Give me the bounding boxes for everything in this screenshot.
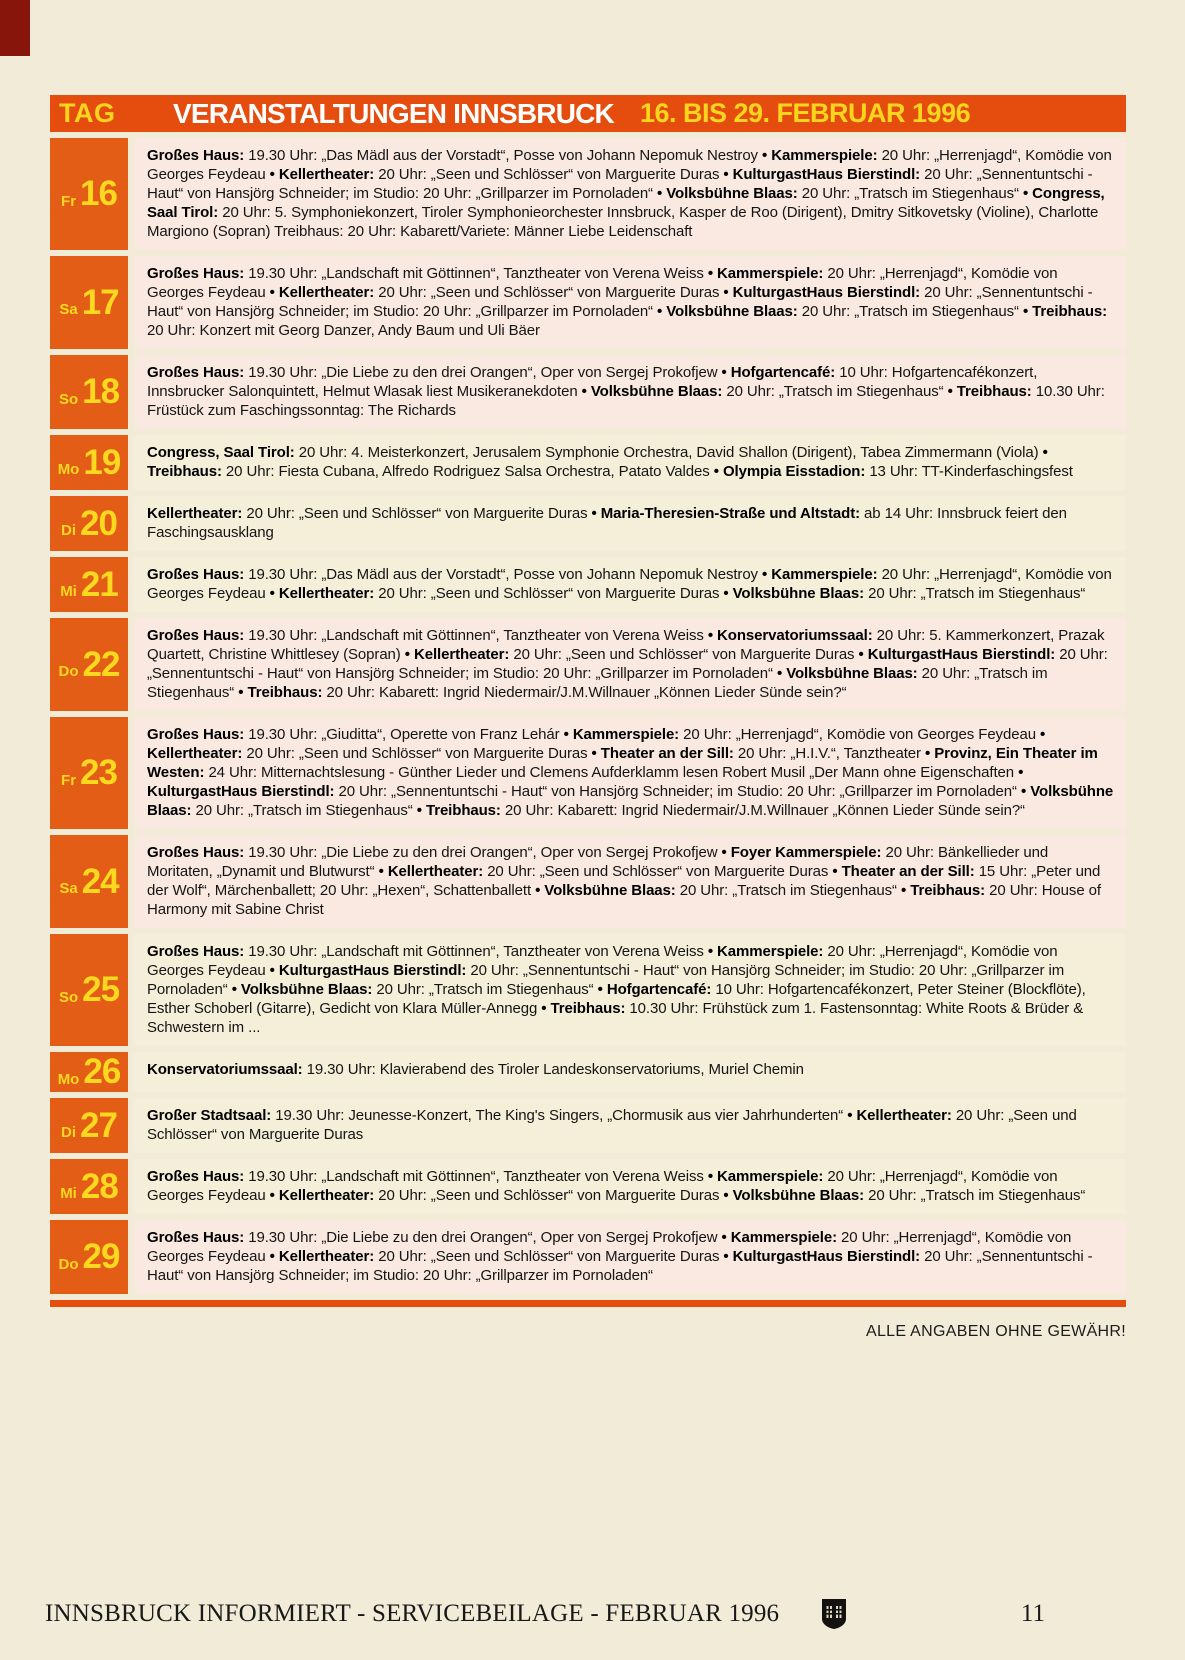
day-abbr: So <box>58 390 79 408</box>
header-date-range: 16. BIS 29. FEBRUAR 1996 <box>639 98 971 128</box>
day-number: 20 <box>80 503 117 543</box>
day-number: 27 <box>80 1105 117 1145</box>
row-events: Großes Haus: 19.30 Uhr: „Landschaft mit Göttinnen“, Tanztheater von Verena Weiss • Kammerspiele: 20 Uhr: „Herrenjagd“, Komödie von Georges Feydeau • KulturgastHaus Bierstindl: 20 Uhr: „Sennentuntschi - Haut“ von Hansjörg Schneider; im Studio: 20 Uhr: „Grillparzer im Pornoladen“ • Volksbühne Blaas: 20 Uhr: „Tratsch im Stiegenhaus“ • Hofgartencafé: 10 Uhr: Hofgartencafékonzert, Peter Steiner (Blockflöte), Esther Schoberl (Gitarre), Gedicht von Klara Müller-Annegg • Treibhaus: 10.30 Uhr: Frühstück zum 1. Fastensonntag: White Roots & Brüder & Schwestern im ... <box>134 934 1126 1046</box>
table-header <box>50 95 1126 132</box>
day-abbr: Mi <box>60 1185 77 1202</box>
day-number: 19 <box>83 442 121 482</box>
day-number: 22 <box>82 644 120 684</box>
row-events: Großes Haus: 19.30 Uhr: „Landschaft mit Göttinnen“, Tanztheater von Verena Weiss • Kammerspiele: 20 Uhr: „Herrenjagd“, Komödie von Georges Feydeau • Kellertheater: 20 Uhr: „Seen und Schlösser“ von Marguerite Duras • KulturgastHaus Bierstindl: 20 Uhr: „Sennentuntschi - Haut“ von Hansjörg Schneider; im Studio: 20 Uhr: „Grillparzer im Pornoladen“ • Volksbühne Blaas: 20 Uhr: „Tratsch im Stiegenhaus“ • Treibhaus: 20 Uhr: Konzert mit Georg Danzer, Andy Baum und Uli Bäer <box>134 256 1126 349</box>
schedule-row <box>50 256 1126 349</box>
day-abbr: Di <box>61 522 77 539</box>
schedule-row <box>50 835 1126 928</box>
day-abbr: Fr <box>61 771 77 789</box>
row-events: Großes Haus: 19.30 Uhr: „Die Liebe zu den drei Orangen“, Oper von Sergej Prokofjew • Kammerspiele: 20 Uhr: „Herrenjagd“, Komödie von Georges Feydeau • Kellertheater: 20 Uhr: „Seen und Schlösser“ von Marguerite Duras • KulturgastHaus Bierstindl: 20 Uhr: „Sennentuntschi - Haut“ von Hansjörg Schneider; im Studio: 20 Uhr: „Grillparzer im Pornoladen“ <box>134 1220 1126 1294</box>
day-number: 29 <box>82 1237 120 1276</box>
schedule-row <box>50 1159 1126 1214</box>
footer-text: INNSBRUCK INFORMIERT - SERVICEBEILAGE - FEBRUAR 1996 <box>45 1600 780 1627</box>
row-events: Großes Haus: 19.30 Uhr: „Die Liebe zu den drei Orangen“, Oper von Sergej Prokofjew • Foyer Kammerspiele: 20 Uhr: Bänkellieder und Moritaten, „Dynamit und Blutwurst“ • Kellertheater: 20 Uhr: „Seen und Schlösser“ von Marguerite Duras • Theater an der Sill: 15 Uhr: „Peter und der Wolf“, Märchenballett; 20 Uhr: „Hexen“, Schattenballett • Volksbühne Blaas: 20 Uhr: „Tratsch im Stiegenhaus“ • Treibhaus: 20 Uhr: House of Harmony mit Sabine Christ <box>134 835 1126 928</box>
schedule-row <box>50 934 1126 1046</box>
row-events: Großes Haus: 19.30 Uhr: „Giuditta“, Operette von Franz Lehár • Kammerspiele: 20 Uhr: „Herrenjagd“, Komödie von Georges Feydeau • Kellertheater: 20 Uhr: „Seen und Schlösser“ von Marguerite Duras • Theater an der Sill: 20 Uhr: „H.I.V.“, Tanztheater • Provinz, Ein Theater im Westen: 24 Uhr: Mitternachtslesung - Günther Lieder und Clemens Aufderklamm lesen Robert Musil „Der Mann ohne Eigenschaften • KulturgastHaus Bierstindl: 20 Uhr: „Sennentuntschi - Haut“ von Hansjörg Schneider; im Studio: 20 Uhr: „Grillparzer im Pornoladen“ • Volksbühne Blaas: 20 Uhr: „Tratsch im Stiegenhaus“ • Treibhaus: 20 Uhr: Kabarett: Ingrid Niedermair/J.M.Willnauer „Können Lieder Sünde sein?“ <box>134 717 1126 829</box>
day-cell <box>50 1052 128 1092</box>
row-events: Großes Haus: 19.30 Uhr: „Landschaft mit Göttinnen“, Tanztheater von Verena Weiss • Kammerspiele: 20 Uhr: „Herrenjagd“, Komödie von Georges Feydeau • Kellertheater: 20 Uhr: „Seen und Schlösser“ von Marguerite Duras • Volksbühne Blaas: 20 Uhr: „Tratsch im Stiegenhaus“ <box>134 1159 1126 1214</box>
day-number: 24 <box>81 861 119 901</box>
row-events: Congress, Saal Tirol: 20 Uhr: 4. Meisterkonzert, Jerusalem Symphonie Orchestra, David Shallon (Dirigent), Tabea Zimmermann (Viola) • Treibhaus: 20 Uhr: Fiesta Cubana, Alfredo Rodriguez Salsa Orchestra, Patato Valdes • Olympia Eisstadion: 13 Uhr: TT-Kinderfaschingsfest <box>134 435 1126 490</box>
day-cell <box>50 1098 128 1153</box>
page-title: VERANSTALTUNGEN INNSBRUCK <box>173 97 614 129</box>
day-abbr: So <box>58 988 79 1006</box>
schedule-row <box>50 1098 1126 1153</box>
schedule-rows <box>50 138 1126 1294</box>
day-cell <box>50 256 128 349</box>
row-events: Großes Haus: 19.30 Uhr: „Die Liebe zu den drei Orangen“, Oper von Sergej Prokofjew • Hofgartencafé: 10 Uhr: Hofgartencafékonzert, Innsbrucker Salonquintett, Helmut Wlasak liest Musikeranekdoten • Volksbühne Blaas: 20 Uhr: „Tratsch im Stiegenhaus“ • Treibhaus: 10.30 Uhr: Früstück zum Faschingssonntag: The Richards <box>134 355 1126 429</box>
schedule-row <box>50 717 1126 829</box>
schedule-row <box>50 557 1126 612</box>
day-number: 17 <box>81 282 119 322</box>
day-number: 23 <box>80 753 117 792</box>
row-events: Großes Haus: 19.30 Uhr: „Das Mädl aus der Vorstadt“, Posse von Johann Nepomuk Nestroy • Kammerspiele: 20 Uhr: „Herrenjagd“, Komödie von Georges Feydeau • Kellertheater: 20 Uhr: „Seen und Schlösser“ von Marguerite Duras • KulturgastHaus Bierstindl: 20 Uhr: „Sennentuntschi - Haut“ von Hansjörg Schneider; im Studio: 20 Uhr: „Grillparzer im Pornoladen“ • Volksbühne Blaas: 20 Uhr: „Tratsch im Stiegenhaus“ • Congress, Saal Tirol: 20 Uhr: 5. Symphoniekonzert, Tiroler Symphonieorchester Innsbruck, Kasper de Roo (Dirigent), Dmitry Sitkovetsky (Violine), Charlotte Margiono (Sopran) Treibhaus: 20 Uhr: Kabarett/Variete: Männer Liebe Leidenschaft <box>134 138 1126 250</box>
day-abbr: Mo <box>57 461 80 478</box>
page-footer <box>45 1598 1045 1630</box>
day-cell <box>50 435 128 490</box>
schedule-row <box>50 618 1126 711</box>
day-abbr: Mo <box>57 1070 80 1088</box>
day-abbr: Do <box>58 1255 79 1273</box>
row-events: Großes Haus: 19.30 Uhr: „Das Mädl aus der Vorstadt“, Posse von Johann Nepomuk Nestroy • Kammerspiele: 20 Uhr: „Herrenjagd“, Komödie von Georges Feydeau • Kellertheater: 20 Uhr: „Seen und Schlösser“ von Marguerite Duras • Volksbühne Blaas: 20 Uhr: „Tratsch im Stiegenhaus“ <box>134 557 1126 612</box>
day-abbr: Sa <box>59 301 78 318</box>
day-cell <box>50 1159 128 1214</box>
day-abbr: Sa <box>59 880 78 897</box>
day-number: 25 <box>82 970 120 1009</box>
tag-column-header: TAG <box>59 98 116 128</box>
day-cell <box>50 934 128 1046</box>
day-number: 21 <box>80 564 118 604</box>
day-number: 18 <box>82 372 120 411</box>
day-number: 16 <box>80 174 117 213</box>
schedule-row <box>50 496 1126 551</box>
day-cell <box>50 717 128 829</box>
row-events: Konservatoriumssaal: 19.30 Uhr: Klavierabend des Tiroler Landeskonservatoriums, Muriel Chemin <box>134 1052 1126 1092</box>
scan-corner-artifact <box>0 0 30 56</box>
day-abbr: Fr <box>61 192 77 210</box>
day-abbr: Mi <box>60 583 77 600</box>
schedule-row <box>50 355 1126 429</box>
row-events: Großer Stadtsaal: 19.30 Uhr: Jeunesse-Konzert, The King's Singers, „Chormusik aus vier Jahrhunderten“ • Kellertheater: 20 Uhr: „Seen und Schlösser“ von Marguerite Duras <box>134 1098 1126 1153</box>
day-cell <box>50 618 128 711</box>
row-events: Großes Haus: 19.30 Uhr: „Landschaft mit Göttinnen“, Tanztheater von Verena Weiss • Konservatoriumssaal: 20 Uhr: 5. Kammerkonzert, Prazak Quartett, Christine Whittlesey (Sopran) • Kellertheater: 20 Uhr: „Seen und Schlösser“ von Marguerite Duras • KulturgastHaus Bierstindl: 20 Uhr: „Sennentuntschi - Haut“ von Hansjörg Schneider; im Studio: 20 Uhr: „Grillparzer im Pornoladen“ • Volksbühne Blaas: 20 Uhr: „Tratsch im Stiegenhaus“ • Treibhaus: 20 Uhr: Kabarett: Ingrid Niedermair/J.M.Willnauer „Können Lieder Sünde sein?“ <box>134 618 1126 711</box>
day-cell <box>50 496 128 551</box>
schedule-row <box>50 1220 1126 1294</box>
schedule-row <box>50 435 1126 490</box>
day-number: 26 <box>83 1052 121 1091</box>
day-cell <box>50 835 128 928</box>
table-bottom-rule <box>50 1300 1126 1307</box>
day-cell <box>50 355 128 429</box>
schedule-row <box>50 138 1126 250</box>
schedule-row <box>50 1052 1126 1092</box>
day-cell <box>50 138 128 250</box>
disclaimer-text: ALLE ANGABEN OHNE GEWÄHR! <box>865 1323 1126 1340</box>
page-number: 11 <box>1020 1600 1045 1627</box>
day-cell <box>50 1220 128 1294</box>
day-abbr: Do <box>58 663 79 680</box>
innsbruck-coat-of-arms-icon <box>821 1598 847 1630</box>
day-cell <box>50 557 128 612</box>
day-number: 28 <box>80 1166 118 1206</box>
day-abbr: Di <box>61 1124 77 1141</box>
events-table <box>50 95 1126 1341</box>
row-events: Kellertheater: 20 Uhr: „Seen und Schlösser“ von Marguerite Duras • Maria-Theresien-Straße und Altstadt: ab 14 Uhr: Innsbruck feiert den Faschingsausklang <box>134 496 1126 551</box>
